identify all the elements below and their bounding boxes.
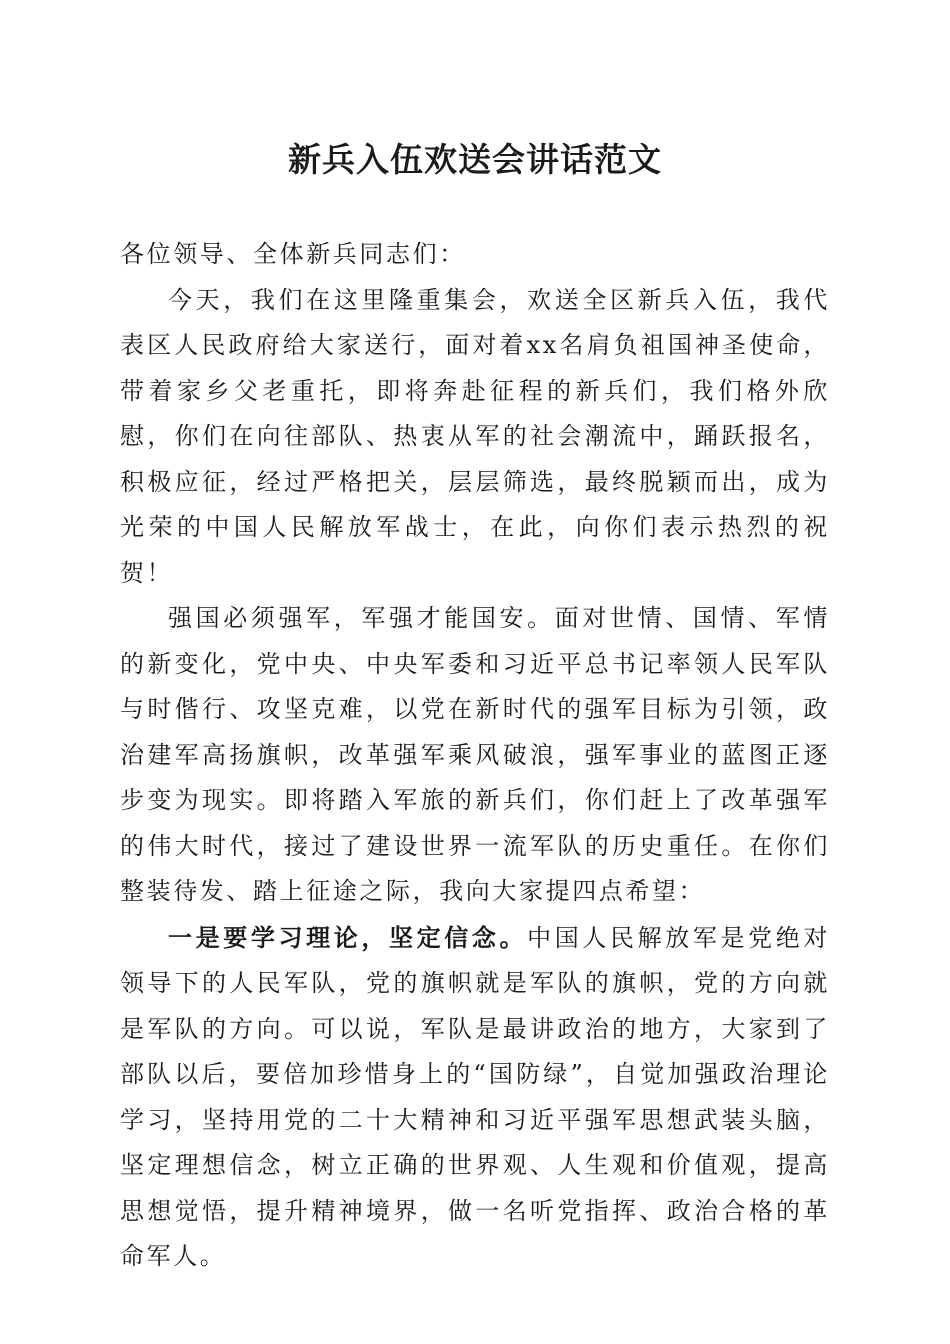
document-body — [120, 232, 830, 1280]
point-one-heading: 一是要学习理论，坚定信念。 — [168, 922, 528, 952]
paragraph-opening: 今天，我们在这里隆重集会，欢送全区新兵入伍，我代表区人民政府给大家送行，面对着xx名肩负祖国神圣使命，带着家乡父老重托，即将奔赴征程的新兵们，我们格外欣慰，你们在向往部队、热衷从军的社会潮流中，踊跃报名，积极应征，经过严格把关，层层筛选，最终脱颖而出，成为光荣的中国人民解放军战士，在此，向你们表示热烈的祝贺！ — [120, 285, 830, 587]
salutation: 各位领导、全体新兵同志们： — [120, 240, 466, 268]
point-one-text: 中国人民解放军是党绝对领导下的人民军队，党的旗帜就是军队的旗帜，党的方向就是军队的方向。可以说，军队是最讲政治的地方，大家到了部队以后，要倍加珍惜身上的“国防绿”，自觉加强政治理论学习，坚持用党的二十大精神和习近平强军思想武装头脑，坚定理想信念，树立正确的世界观、人生观和价值观，提高思想觉悟，提升精神境界，做一名听党指挥、政治合格的革命军人。 — [120, 923, 830, 1270]
document-title: 新兵入伍欢送会讲话范文 — [288, 140, 662, 179]
paragraph-context: 强国必须强军，军强才能国安。面对世情、国情、军情的新变化，党中央、中央军委和习近平总书记率领人民军队与时偕行、攻坚克难，以党在新时代的强军目标为引领，政治建军高扬旗帜，改革强军乘风破浪，强军事业的蓝图正逐步变为现实。即将踏入军旅的新兵们，你们赶上了改革强军的伟大时代，接过了建设世界一流军队的历史重任。在你们整装待发、踏上征途之际，我向大家提四点希望： — [120, 604, 830, 905]
paragraph-point-one — [120, 915, 830, 1280]
